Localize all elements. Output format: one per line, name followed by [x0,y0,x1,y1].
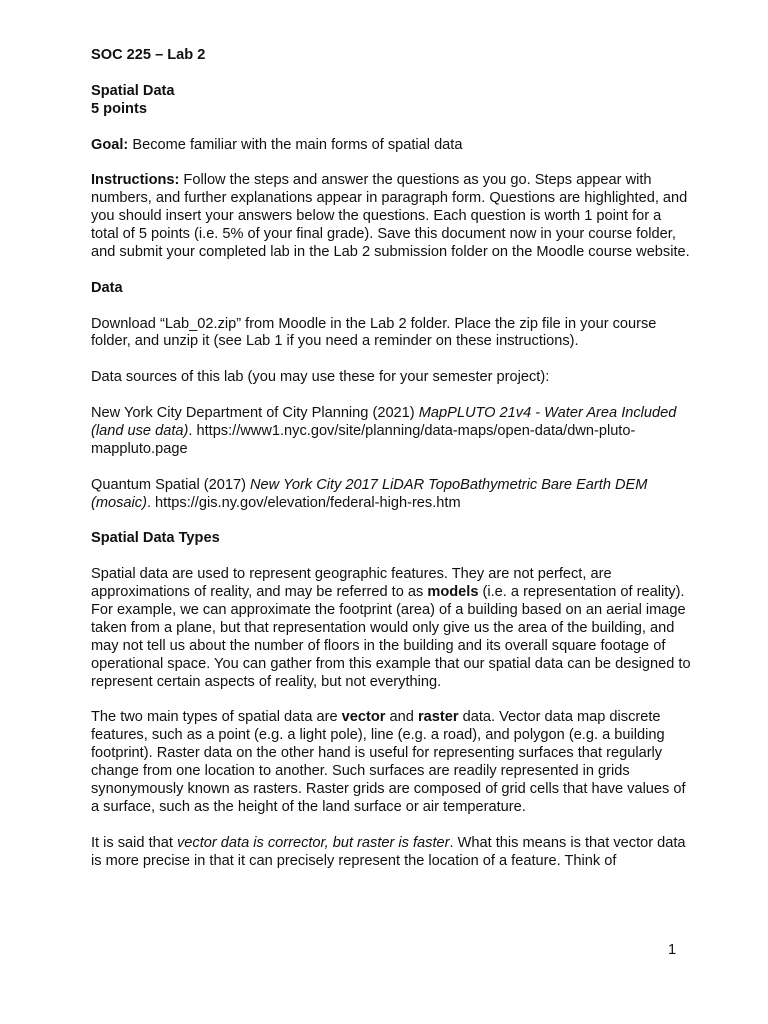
data-heading: Data [91,279,123,296]
instructions-text: Follow the steps and answer the questions as you go. Steps appear with numbers, and further explanations appear in paragraph form. Questions are highlighted, and you should insert your answers below the questions. Each question is worth 1 point for a total of 5 points (i.e. 5% of your final grade). Save this document now in your course folder, and submit your completed lab in the Lab 2 submission folder on the Moodle course website. [91,172,690,260]
source-citation-1 [91,405,691,459]
download-paragraph: Download “Lab_02.zip” from Moodle in the Lab 2 folder. Place the zip file in your course folder, and unzip it (see Lab 1 if you need a reminder on these instructions). [91,315,657,350]
course-title: SOC 225 – Lab 2 [91,47,206,63]
source1-author: New York City Department of City Planning (2021) [91,405,419,422]
lab-points: 5 points [91,100,147,117]
vector-raster-paragraph [91,709,691,816]
vector-term: vector [341,709,386,726]
source2-title: New York City 2017 LiDAR TopoBathymetric Bare Earth DEM (mosaic) [91,476,648,511]
source1-title: MapPLUTO 21v4 - Water Area Included (land use data) [91,405,677,439]
instructions-paragraph [91,172,691,262]
spatial-data-types-heading: Spatial Data Types [91,530,220,547]
para1-text-a: Spatial data are used to represent geographic features. They are not perfect, are approximations of reality, and may be referred to as [91,566,612,601]
lab-title: Spatial Data [91,82,175,99]
page-number: 1 [668,942,677,958]
models-term: models [427,584,479,601]
instructions-label: Instructions: [91,172,180,189]
para2-text-a: The two main types of spatial data are [91,709,342,726]
goal-paragraph [91,137,691,155]
goal-label: Goal: [91,136,129,153]
models-paragraph [91,566,691,691]
goal-text: Become familiar with the main forms of spatial data [128,136,463,153]
source1-url: . https://www1.nyc.gov/site/planning/data-maps/open-data/dwn-pluto-mappluto.page [91,422,636,457]
para2-and: and [385,709,418,726]
para3-text-b: . What this means is that vector data is more precise in that it can precisely represent the location of a feature. Think of [91,834,686,869]
sources-intro: Data sources of this lab (you may use these for your semester project): [91,369,550,386]
source-citation-2 [91,477,691,513]
para2-text-b: data. Vector data map discrete features, such as a point (e.g. a light pole), line (e.g. a road), and polygon (e.g. a building footprint). Raster data on the other hand is useful for representing surfaces that regularly change from one location to another. Such surfaces are readily represented in grids synonymously known as rasters. Raster grids are composed of grid cells that have values of a surface, such as the height of the land surface or air temperature. [91,709,686,815]
raster-term: raster [417,709,459,726]
source2-url: . https://gis.ny.gov/elevation/federal-high-res.htm [146,494,461,511]
para3-text-a: It is said that [91,834,177,851]
para1-text-b: (i.e. a representation of reality). For example, we can approximate the footprint (area) of a building based on an aerial image taken from a plane, but that representation would only give us the area of the building, and may not tell us about the number of floors in the building and its overall square footage of operational space. You can gather from this example that our spatial data can be designed to represent certain aspects of reality, but not everything. [91,584,691,690]
document-body [91,47,691,871]
correct-faster-paragraph [91,835,691,871]
source2-author: Quantum Spatial (2017) [91,476,250,493]
saying-quote: vector data is corrector, but raster is faster [176,834,450,851]
